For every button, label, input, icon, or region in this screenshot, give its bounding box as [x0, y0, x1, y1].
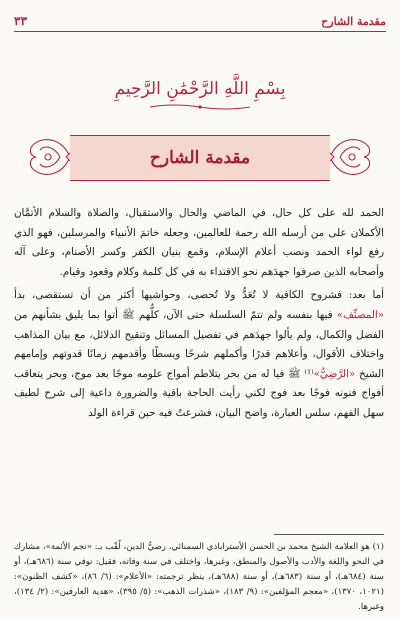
paragraph-2-part-a: فيها بنفسه ولم تتمّ السلسلة حتى الآن، كلُّهم ﷺ أتوا بما يليق بشأنهم من الفضل والكمال، ولم يألوا جهدَهم في تفصيل المسائل وتنقيح الدلائل، مع بيان المذاهب واختلاف الأقوال، وأعلاهم قدرًا وأكملهم شرحًا وبسطًا وأقدمهم زمانًا قدوتهم وإمامهم الشيخ	[14, 308, 384, 380]
paragraph-2	[14, 286, 384, 423]
chapter-title-box	[70, 135, 330, 181]
body-text	[14, 204, 384, 424]
basmala: بِسْمِ اللَّهِ الرَّحْمَٰنِ الرَّحِيمِ	[114, 79, 286, 99]
paragraph-1: الحمد لله على كل حال، في الماضي والحال والاستقبال، والصلاة والسلام الأتمَّان الأكملان على من أرسله الله رحمة للعالمين، وجعله خاتمَ الأنبياء والمرسلين، فهو الذي رفع لواء الحمد ونصب أعلام الإسلام، وقمع بنيان الكفر وكسر الأصنام، وعلى آله وأصحابه الذين صرفوا جهدَهم نحو الاقتداء به في كل كلمة وكلام وقعود وقيام.	[14, 207, 384, 278]
basmala-flourish-ornament	[148, 103, 252, 111]
running-title: مقدمة الشارح	[321, 15, 386, 28]
term-musannif: «المصنِّف»	[336, 308, 384, 321]
term-radi: «الرَّضِيُّ»	[313, 367, 356, 380]
footnote: (١) هو العلامة الشيخ محمد بن الحسن الأستراباذي السمنائي، رضيُّ الدين، لُقّب بـ: «نجم الأئمة»، مشارك في النحو واللغة والأدب والأصول والمنطق، وغيرها، واختلف في سنة وفاته، فقيل: توفي سنة (٦٨٦هـ)، أو سنة (٦٨٤هـ)، أو سنة (٦٨٣هـ)، أو سنة (٦٨٨هـ)، ينظر ترجمته: «الأعلام»: (٦/ ٨٦)، «كشف الظنون»: (١٠٢١، ١٣٧٠)، «معجم المؤلفين»: (٩/ ١٨٣)، «شذرات الذهب»: (٥/ ٣٩٥)، «هدية العارفين»: (٢/ ١٣٤)، وغيرها.	[14, 542, 384, 612]
paragraph-2-lead: أما بعد: فشروح الكافية لا تُعَدُّ ولا تُحصى، وحواشيها أكثر من أن تستقصى، بدأ	[14, 289, 384, 302]
running-header	[14, 10, 386, 28]
footnote-rule	[274, 534, 384, 535]
page-number: ٣٣	[14, 14, 27, 28]
chapter-title: مقدمة الشارح	[149, 148, 251, 168]
header-rule	[14, 31, 386, 32]
paragraph-2-part-b: ⁽¹⁾ ﷺ فيا له من بحر يتلاطم أمواج علومه موجًا بعد موج، وبحر يتعاقب أفواج فنونه فوجًا بعد فوج لكني رأيت الحاجة باقية والضرورة داعية إلى شرح لطيف سهل الفهم، سلس العبارة، واضح البيان، فشرعتُ فيه حين قراءة الولد	[14, 367, 384, 419]
